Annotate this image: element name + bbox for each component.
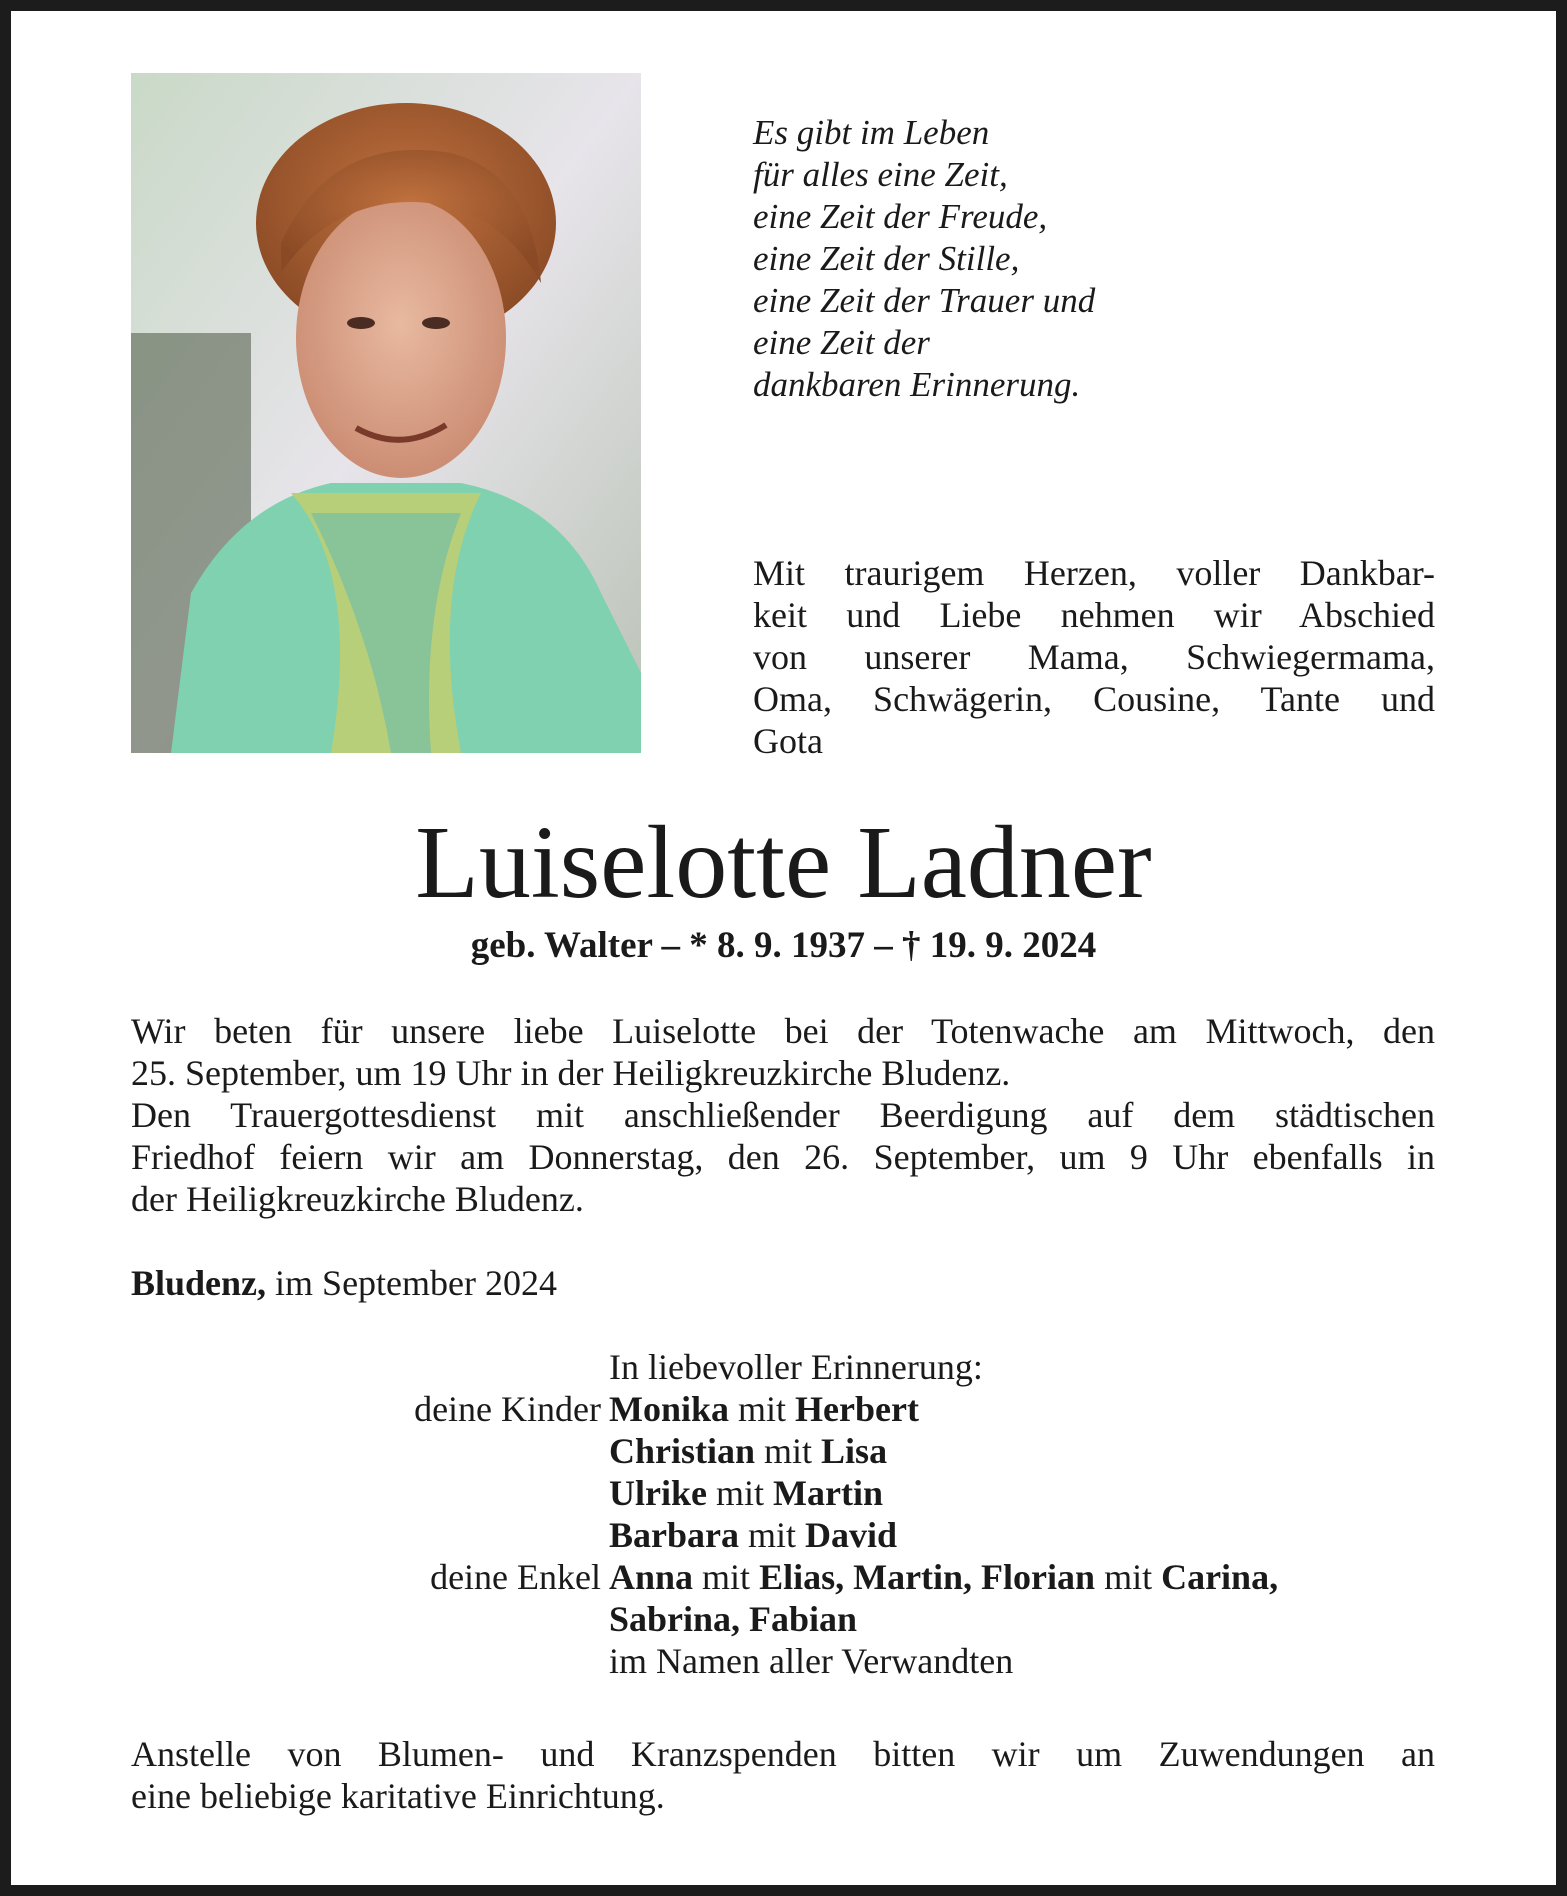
donation-request: [131, 1733, 1435, 1817]
place-city: Bludenz,: [131, 1263, 267, 1303]
closing-line: eine beliebige karitative Einrichtung.: [131, 1776, 665, 1816]
poem-line: eine Zeit der Freude,: [753, 197, 1048, 236]
poem-line: eine Zeit der: [753, 323, 930, 362]
service-details: [131, 1010, 1435, 1220]
family-heading: In liebevoller Erinnerung:: [609, 1347, 983, 1387]
partner-name: Carina,: [1161, 1557, 1279, 1597]
body-line: Friedhof feiern wir am Donnerstag, den 26. September, um 9 Uhr ebenfalls in: [131, 1137, 1435, 1177]
child-name: Christian: [609, 1431, 756, 1471]
body-line: Wir beten für unsere liebe Luiselotte bei der Totenwache am Mittwoch, den: [131, 1011, 1435, 1051]
grandchild-names: Sabrina, Fabian: [609, 1599, 858, 1639]
poem-line: eine Zeit der Trauer und: [753, 281, 1096, 320]
farewell-intro: [753, 552, 1435, 762]
conjunction: mit: [1104, 1557, 1153, 1597]
relatives-note: im Namen aller Verwandten: [609, 1641, 1014, 1681]
conjunction: mit: [738, 1389, 787, 1429]
intro-line: Mit traurigem Herzen, voller Dankbar-: [753, 553, 1435, 593]
child-entry: [609, 1430, 887, 1472]
intro-line: von unserer Mama, Schwiegermama,: [753, 637, 1435, 677]
body-line: der Heiligkreuzkirche Bludenz.: [131, 1179, 584, 1219]
place-date: [131, 1262, 557, 1304]
child-entry: [609, 1388, 919, 1430]
portrait-photo: [131, 73, 641, 753]
partner-name: Herbert: [795, 1389, 919, 1429]
child-entry: [609, 1472, 883, 1514]
life-dates: geb. Walter – * 8. 9. 1937 – † 19. 9. 2024: [470, 925, 1097, 966]
body-line: 25. September, um 19 Uhr in der Heiligkreuzkirche Bludenz.: [131, 1053, 1011, 1093]
child-name: Monika: [609, 1389, 730, 1429]
conjunction: mit: [715, 1473, 764, 1513]
body-line: Den Trauergottesdienst mit anschließender Beerdigung auf dem städtischen: [131, 1095, 1435, 1135]
children-label: deine Kinder: [414, 1389, 601, 1429]
grandchildren-entry: [609, 1556, 1278, 1598]
conjunction: mit: [748, 1515, 797, 1555]
child-entry: [609, 1514, 897, 1556]
closing-line: Anstelle von Blumen- und Kranzspenden bitten wir um Zuwendungen an: [131, 1734, 1435, 1774]
grandchildren-label: deine Enkel: [430, 1557, 601, 1597]
partner-name: Lisa: [821, 1431, 888, 1471]
partner-name: Martin: [773, 1473, 883, 1513]
family-list: [131, 1346, 1278, 1682]
poem-line: für alles eine Zeit,: [753, 155, 1008, 194]
place-month: im September 2024: [266, 1263, 557, 1303]
poem: [753, 112, 1095, 406]
conjunction: mit: [702, 1557, 751, 1597]
conjunction: mit: [764, 1431, 813, 1471]
intro-line: Gota: [753, 721, 823, 761]
deceased-name: Luiselotte Ladner: [415, 805, 1152, 920]
partner-name: David: [805, 1515, 898, 1555]
poem-line: dankbaren Erinnerung.: [753, 365, 1081, 404]
intro-line: keit und Liebe nehmen wir Abschied: [753, 595, 1435, 635]
poem-line: Es gibt im Leben: [753, 113, 990, 152]
grandchild-names: Elias, Martin, Florian: [759, 1557, 1096, 1597]
child-name: Ulrike: [609, 1473, 707, 1513]
child-name: Barbara: [609, 1515, 739, 1555]
poem-line: eine Zeit der Stille,: [753, 239, 1020, 278]
intro-line: Oma, Schwägerin, Cousine, Tante und: [753, 679, 1435, 719]
grandchild-name: Anna: [609, 1557, 694, 1597]
